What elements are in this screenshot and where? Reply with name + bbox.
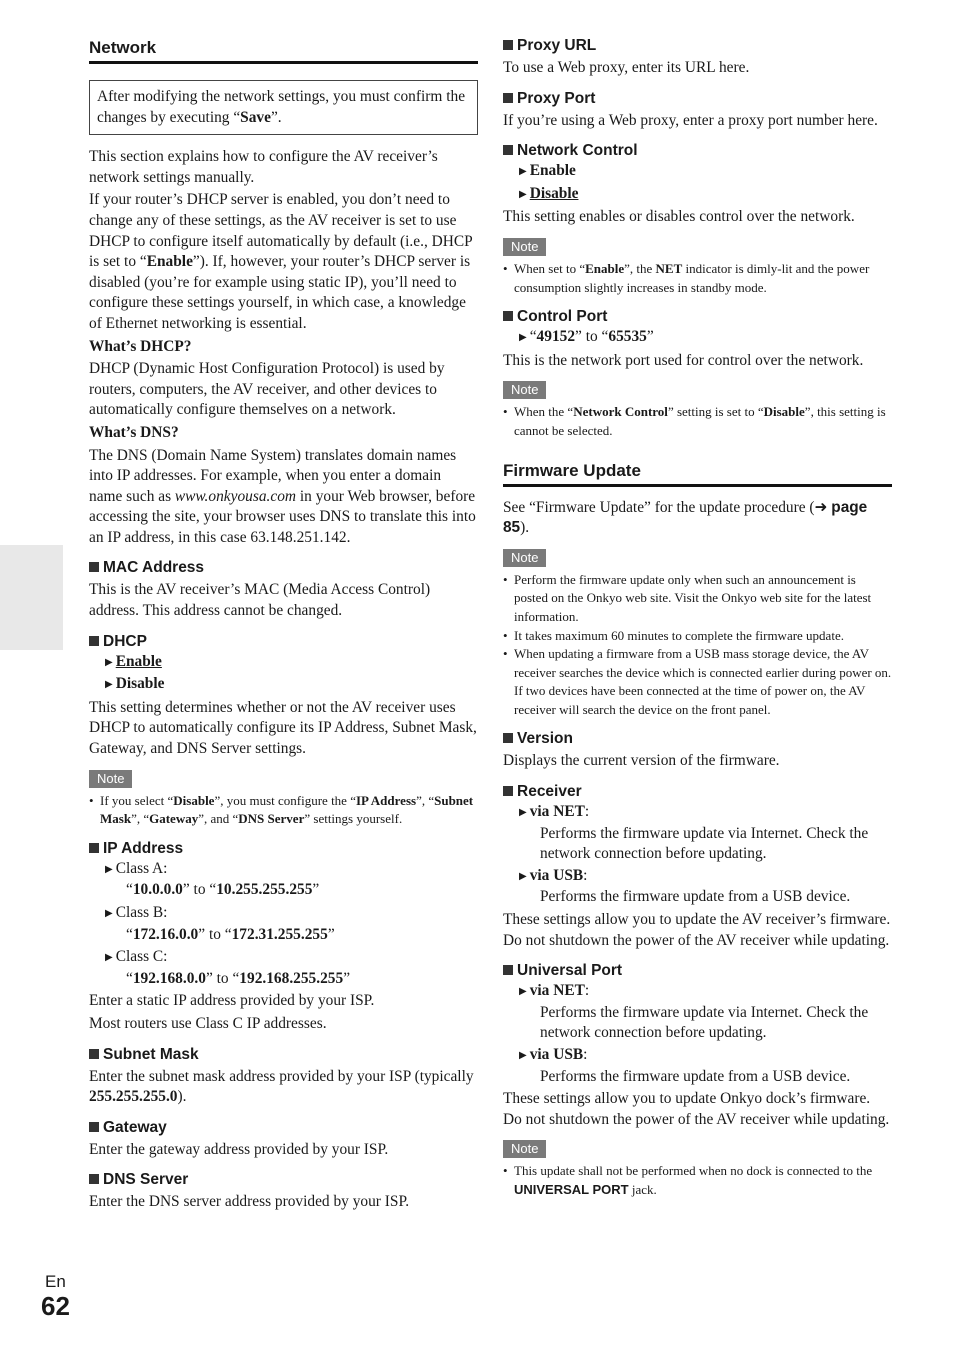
triangle-right-icon: ▶	[105, 679, 113, 691]
language-label: En	[45, 1272, 66, 1291]
square-bullet-icon	[503, 40, 513, 50]
ip-class-b: ▶ Class B: “172.16.0.0” to “172.31.255.255”	[105, 904, 335, 943]
square-bullet-icon	[89, 636, 99, 646]
dns-answer: The DNS (Domain Name System) translates domain names into IP addresses. For example, when you enter a domain name such as www.onkyousa.com in your Web browser, before accessing the site, your browser uses DNS to translate this into an IP address, in this case 63.148.251.142.	[89, 446, 476, 546]
network-control-text: This setting enables or disables control over the network.	[503, 208, 855, 226]
version-text: Displays the current version of the firmware.	[503, 752, 780, 770]
arrow-right-icon: ➜	[814, 497, 828, 516]
control-port-range: ▶ “49152” to “65535”	[519, 327, 892, 349]
firmware-update-text: See “Firmware Update” for the update procedure (➜ page 85).	[503, 497, 868, 537]
note-item: • If you select “Disable”, you must configure the “IP Address”, “Subnet Mask”, “Gateway”, and “DNS Server” settings yourself.	[89, 792, 478, 829]
page-link[interactable]: page 85	[503, 498, 868, 537]
ip-class-c: ▶ Class C: “192.168.0.0” to “192.168.255.255”	[105, 948, 351, 987]
square-bullet-icon	[503, 93, 513, 103]
version-heading: Version	[503, 729, 892, 749]
network-control-note-list	[503, 260, 892, 297]
triangle-right-icon: ▶	[519, 188, 527, 200]
gateway-text: Enter the gateway address provided by your ISP.	[89, 1140, 389, 1158]
triangle-right-icon: ▶	[519, 870, 527, 882]
triangle-right-icon: ▶	[519, 807, 527, 819]
note-badge: Note	[503, 1140, 546, 1158]
note-item: • When set to “Enable”, the NET indicator is dimly-lit and the power consumption slightly increases in standby mode.	[503, 260, 892, 297]
triangle-right-icon: ▶	[105, 952, 113, 964]
network-control-option-disable: ▶ Disable	[519, 184, 892, 206]
triangle-right-icon: ▶	[519, 166, 527, 178]
note-item: • It takes maximum 60 minutes to complete the firmware update.	[503, 627, 892, 646]
ip-address-heading: IP Address	[89, 839, 478, 859]
intro-paragraph-2: If your router’s DHCP server is enabled, you don’t need to change any of these settings, as the AV receiver is set to use DHCP to configure itself automatically by default (i.e., DHCP is set to “Enable”). If, however, your router’s DHCP server is disabled (you’re for example using static IP), you’ll need to configure these settings yourself, in which case, a knowledge of Ethernet networking is essential.	[89, 191, 473, 332]
note-item: • This update shall not be performed when no dock is connected to the UNIVERSAL PORT jack.	[503, 1162, 892, 1199]
note-item: • When updating a firmware from a USB mass storage device, the AV receiver searches the device which is connected earlier during power on. If two devices have been connected at the time of power on, the AV receiver will search the device on the front panel.	[503, 645, 892, 719]
notice-bold: Save	[240, 108, 271, 126]
receiver-usb-text: Performs the firmware update from a USB device.	[540, 888, 851, 906]
section-title-firmware-update: Firmware Update	[503, 459, 892, 487]
ip-text-2: Most routers use Class C IP addresses.	[89, 1014, 327, 1032]
dns-question: What’s DNS?	[89, 423, 179, 441]
ip-class-a: ▶ Class A: “10.0.0.0” to “10.255.255.255”	[105, 859, 320, 899]
notice-box	[89, 80, 478, 135]
square-bullet-icon	[89, 1174, 99, 1184]
universal-port-net-text: Performs the firmware update via Internet. Check the network connection before updating.	[540, 1003, 869, 1042]
dns-server-text: Enter the DNS server address provided by your ISP.	[89, 1193, 410, 1211]
dns-server-heading: DNS Server	[89, 1170, 478, 1190]
proxy-port-text: If you’re using a Web proxy, enter a proxy port number here.	[503, 111, 878, 129]
notice-text-end: ”.	[270, 108, 282, 126]
universal-port-heading: Universal Port	[503, 961, 892, 981]
receiver-net-text: Performs the firmware update via Internet. Check the network connection before updating.	[540, 824, 869, 863]
triangle-right-icon: ▶	[105, 863, 113, 875]
square-bullet-icon	[503, 733, 513, 743]
dhcp-note-list	[89, 792, 478, 829]
dhcp-option-disable: ▶ Disable	[105, 674, 478, 696]
control-port-heading: Control Port	[503, 307, 892, 327]
side-tab	[0, 545, 63, 650]
note-item: • Perform the firmware update only when such an announcement is posted on the Onkyo web site. Visit the Onkyo web site for the latest information.	[503, 571, 892, 627]
dhcp-question: What’s DHCP?	[89, 337, 192, 355]
control-port-text: This is the network port used for control over the network.	[503, 351, 864, 369]
proxy-url-text: To use a Web proxy, enter its URL here.	[503, 59, 750, 76]
mac-address-heading: MAC Address	[89, 558, 478, 578]
right-column	[503, 36, 892, 1200]
notice-text: After modifying the network settings, you must confirm the changes by executing “	[97, 88, 466, 126]
dhcp-text: This setting determines whether or not the AV receiver uses DHCP to automatically configure its IP Address, Subnet Mask, Gateway, and DNS Server settings.	[89, 698, 477, 758]
network-control-heading: Network Control	[503, 141, 892, 161]
triangle-right-icon: ▶	[519, 332, 527, 344]
square-bullet-icon	[89, 843, 99, 853]
page-number	[41, 1272, 70, 1320]
page-number-value: 62	[41, 1291, 70, 1321]
proxy-port-heading: Proxy Port	[503, 89, 892, 109]
note-badge: Note	[503, 238, 546, 256]
network-control-option-enable: ▶ Enable	[519, 161, 892, 183]
note-item: • When the “Network Control” setting is set to “Disable”, this setting is cannot be selected.	[503, 403, 892, 440]
square-bullet-icon	[89, 1122, 99, 1132]
square-bullet-icon	[503, 311, 513, 321]
triangle-right-icon: ▶	[519, 986, 527, 998]
ip-text-1: Enter a static IP address provided by your ISP.	[89, 992, 375, 1010]
receiver-heading: Receiver	[503, 782, 892, 802]
subnet-mask-heading: Subnet Mask	[89, 1045, 478, 1065]
firmware-note-list	[503, 571, 892, 720]
square-bullet-icon	[89, 562, 99, 572]
square-bullet-icon	[503, 145, 513, 155]
section-title-network: Network	[89, 36, 478, 64]
universal-port-option-net: ▶ via NET:	[519, 981, 892, 1003]
dhcp-option-enable: ▶ Enable	[105, 652, 478, 674]
mac-address-text: This is the AV receiver’s MAC (Media Access Control) address. This address cannot be changed.	[89, 581, 431, 620]
universal-port-option-usb: ▶ via USB:	[519, 1045, 892, 1067]
triangle-right-icon: ▶	[105, 908, 113, 919]
universal-port-usb-text: Performs the firmware update from a USB device.	[540, 1067, 851, 1085]
dhcp-heading: DHCP	[89, 632, 478, 652]
square-bullet-icon	[503, 965, 513, 975]
gateway-heading: Gateway	[89, 1118, 478, 1138]
dhcp-answer: DHCP (Dynamic Host Configuration Protocol) is used by routers, computers, the AV receiver, and other devices to automatically configure themselves on a network.	[89, 360, 445, 419]
proxy-url-heading: Proxy URL	[503, 36, 892, 56]
intro-paragraph: This section explains how to configure the AV receiver’s network settings manually.	[89, 148, 438, 186]
triangle-right-icon: ▶	[105, 656, 113, 668]
universal-port-text: These settings allow you to update Onkyo dock’s firmware. Do not shutdown the power of the AV receiver while updating.	[503, 1090, 890, 1128]
receiver-option-net: ▶ via NET:	[519, 802, 892, 824]
note-badge: Note	[89, 770, 132, 788]
triangle-right-icon: ▶	[519, 1050, 527, 1061]
square-bullet-icon	[89, 1049, 99, 1059]
subnet-mask-text: Enter the subnet mask address provided by your ISP (typically 255.255.255.0).	[89, 1067, 474, 1106]
receiver-option-usb: ▶ via USB:	[519, 866, 892, 888]
note-badge: Note	[503, 549, 546, 567]
note-badge: Note	[503, 381, 546, 399]
square-bullet-icon	[503, 786, 513, 796]
receiver-text: These settings allow you to update the AV receiver’s firmware. Do not shutdown the power of the AV receiver while updating.	[503, 911, 891, 949]
universal-port-note-list	[503, 1162, 892, 1199]
control-port-note-list	[503, 403, 892, 440]
left-column	[89, 36, 478, 1213]
